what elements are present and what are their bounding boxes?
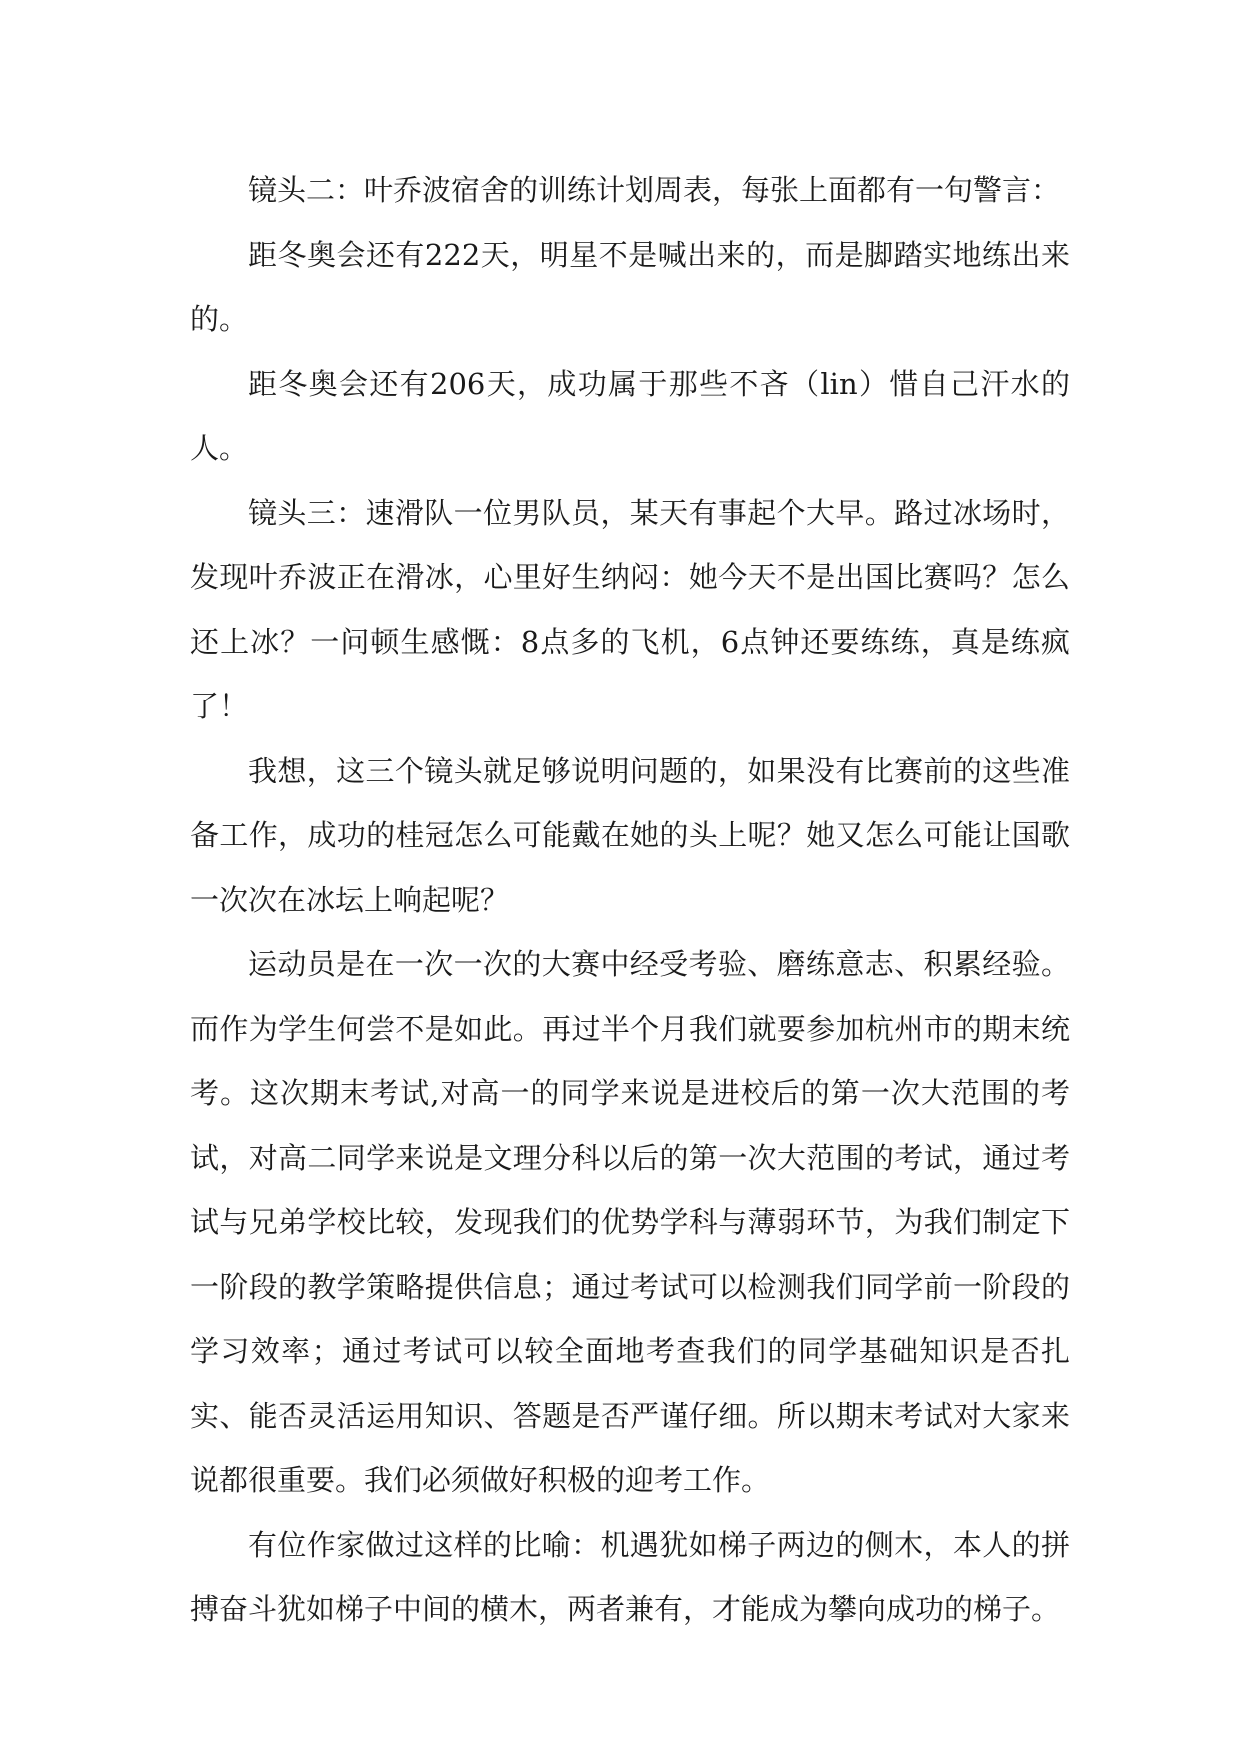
paragraph-reflection: 我想，这三个镜头就足够说明问题的，如果没有比赛前的这些准备工作，成功的桂冠怎么可能戴在她的头上呢？她又怎么可能让国歌一次次在冰坛上响起呢？	[190, 753, 1070, 917]
document-body	[190, 158, 1070, 1642]
paragraph-motto-206: 距冬奥会还有206天，成功属于那些不吝（lin）惜自己汗水的人。	[190, 366, 1070, 465]
paragraph-metaphor: 有位作家做过这样的比喻：机遇犹如梯子两边的侧木，本人的拼搏奋斗犹如梯子中间的横木，两者兼有，才能成为攀向成功的梯子。	[190, 1527, 1070, 1626]
paragraph-shot-two: 镜头二：叶乔波宿舍的训练计划周表，每张上面都有一句警言：	[248, 173, 1061, 207]
paragraph-shot-three: 镜头三：速滑队一位男队员，某天有事起个大早。路过冰场时，发现叶乔波正在滑冰，心里好生纳闷：她今天不是出国比赛吗？怎么还上冰？一问顿生感慨：8点多的飞机，6点钟还要练练，真是练疯了！	[190, 495, 1070, 723]
paragraph-motto-222: 距冬奥会还有222天，明星不是喊出来的，而是脚踏实地练出来的。	[190, 237, 1070, 336]
paragraph-exam: 运动员是在一次一次的大赛中经受考验、磨练意志、积累经验。而作为学生何尝不是如此。再过半个月我们就要参加杭州市的期末统考。这次期末考试,对高一的同学来说是进校后的第一次大范围的考试，对高二同学来说是文理分科以后的第一次大范围的考试，通过考试与兄弟学校比较，发现我们的优势学科与薄弱环节，为我们制定下一阶段的教学策略提供信息；通过考试可以检测我们同学前一阶段的学习效率；通过考试可以较全面地考查我们的同学基础知识是否扎实、能否灵活运用知识、答题是否严谨仔细。所以期末考试对大家来说都很重要。我们必须做好积极的迎考工作。	[190, 947, 1070, 1497]
